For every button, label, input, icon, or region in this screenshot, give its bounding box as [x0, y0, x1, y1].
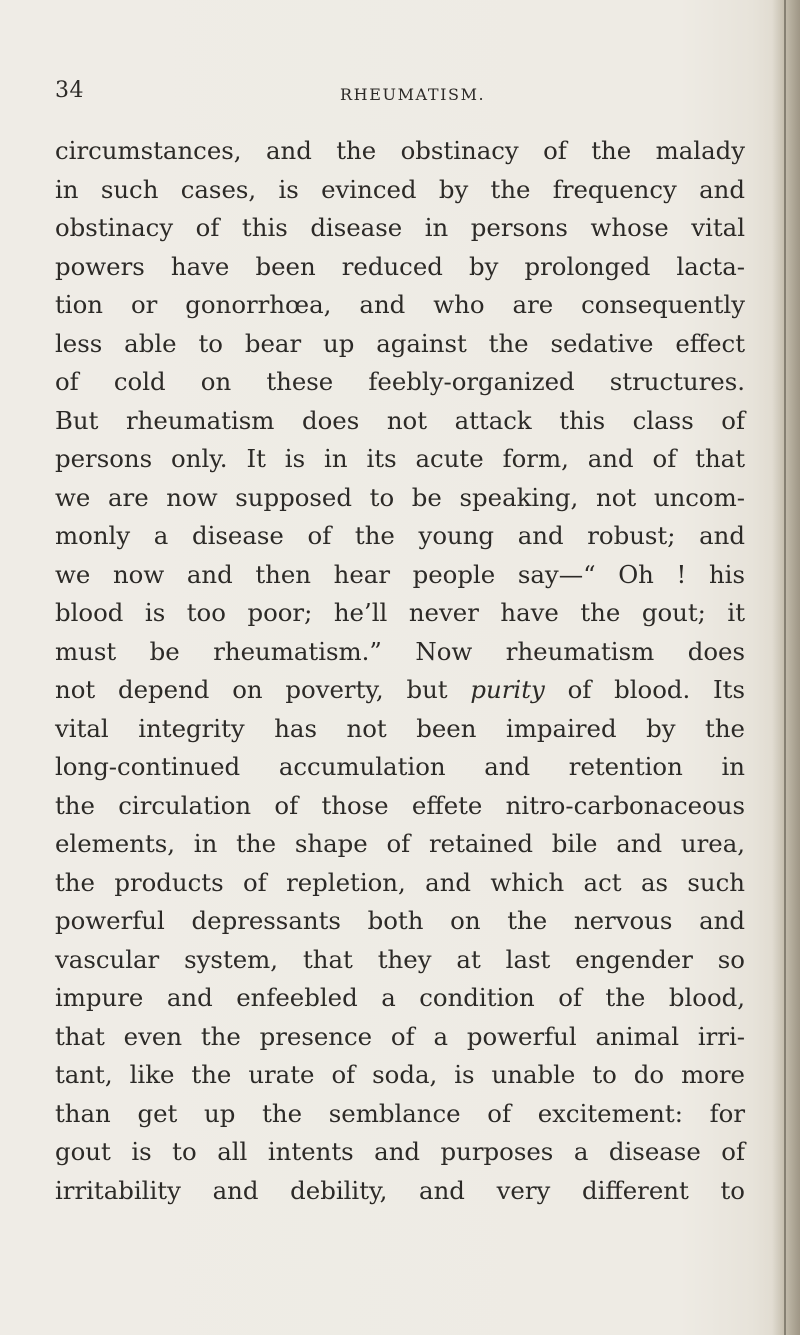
page-binding-shadow: [772, 0, 800, 1335]
text-line: we now and then hear people say—“ Oh ! his: [55, 559, 745, 589]
text-line: elements, in the shape of retained bile and urea,: [55, 829, 745, 858]
text-line: the circulation of those effete nitro-carbonaceous: [55, 790, 745, 820]
text-line: tion or gonorrhœa, and who are consequently: [55, 290, 745, 319]
text-line: impure and enfeebled a condition of the blood,: [55, 983, 745, 1012]
italic-emphasis: purity: [470, 675, 545, 704]
text-line: in such cases, is evinced by the frequency and: [55, 174, 745, 204]
text-line: powers have been reduced by prolonged lacta-: [55, 251, 745, 281]
text-line: that even the presence of a powerful animal irri-: [55, 1021, 745, 1051]
line-segment: not depend on poverty, but: [55, 675, 471, 704]
text-line: obstinacy of this disease in persons whose vital: [55, 213, 745, 242]
text-line: tant, like the urate of soda, is unable to do more: [55, 1060, 745, 1089]
text-line: vital integrity has not been impaired by the: [55, 713, 745, 743]
text-line: vascular system, that they at last engender so: [55, 944, 745, 974]
text-line: blood is too poor; he’ll never have the gout; it: [55, 598, 745, 627]
page-binding-edge: [784, 0, 786, 1335]
text-line: than get up the semblance of excitement: for: [55, 1098, 745, 1128]
body-text: [55, 132, 745, 1210]
text-line: circumstances, and the obstinacy of the malady: [55, 136, 745, 165]
text-line: long-continued accumulation and retention in: [55, 752, 745, 781]
text-line: powerful depressants both on the nervous and: [55, 906, 745, 935]
text-line: But rheumatism does not attack this class of: [55, 405, 745, 435]
text-line: we are now supposed to be speaking, not uncom-: [55, 482, 745, 512]
text-line: persons only. It is in its acute form, and of that: [55, 444, 745, 473]
text-line: monly a disease of the young and robust; and: [55, 521, 745, 550]
running-head: RHEUMATISM.: [340, 85, 486, 104]
text-line-with-italic: [55, 671, 745, 710]
line-segment: of blood. Its: [544, 675, 745, 704]
page-number: 34: [55, 78, 84, 103]
text-line: gout is to all intents and purposes a disease of: [55, 1137, 745, 1166]
text-line: must be rheumatism.” Now rheumatism does: [55, 636, 745, 666]
text-line: of cold on these feebly-organized structures.: [55, 367, 745, 396]
text-line: the products of repletion, and which act as such: [55, 867, 745, 897]
text-line: irritability and debility, and very different to: [55, 1175, 745, 1205]
text-line: less able to bear up against the sedative effect: [55, 328, 745, 358]
